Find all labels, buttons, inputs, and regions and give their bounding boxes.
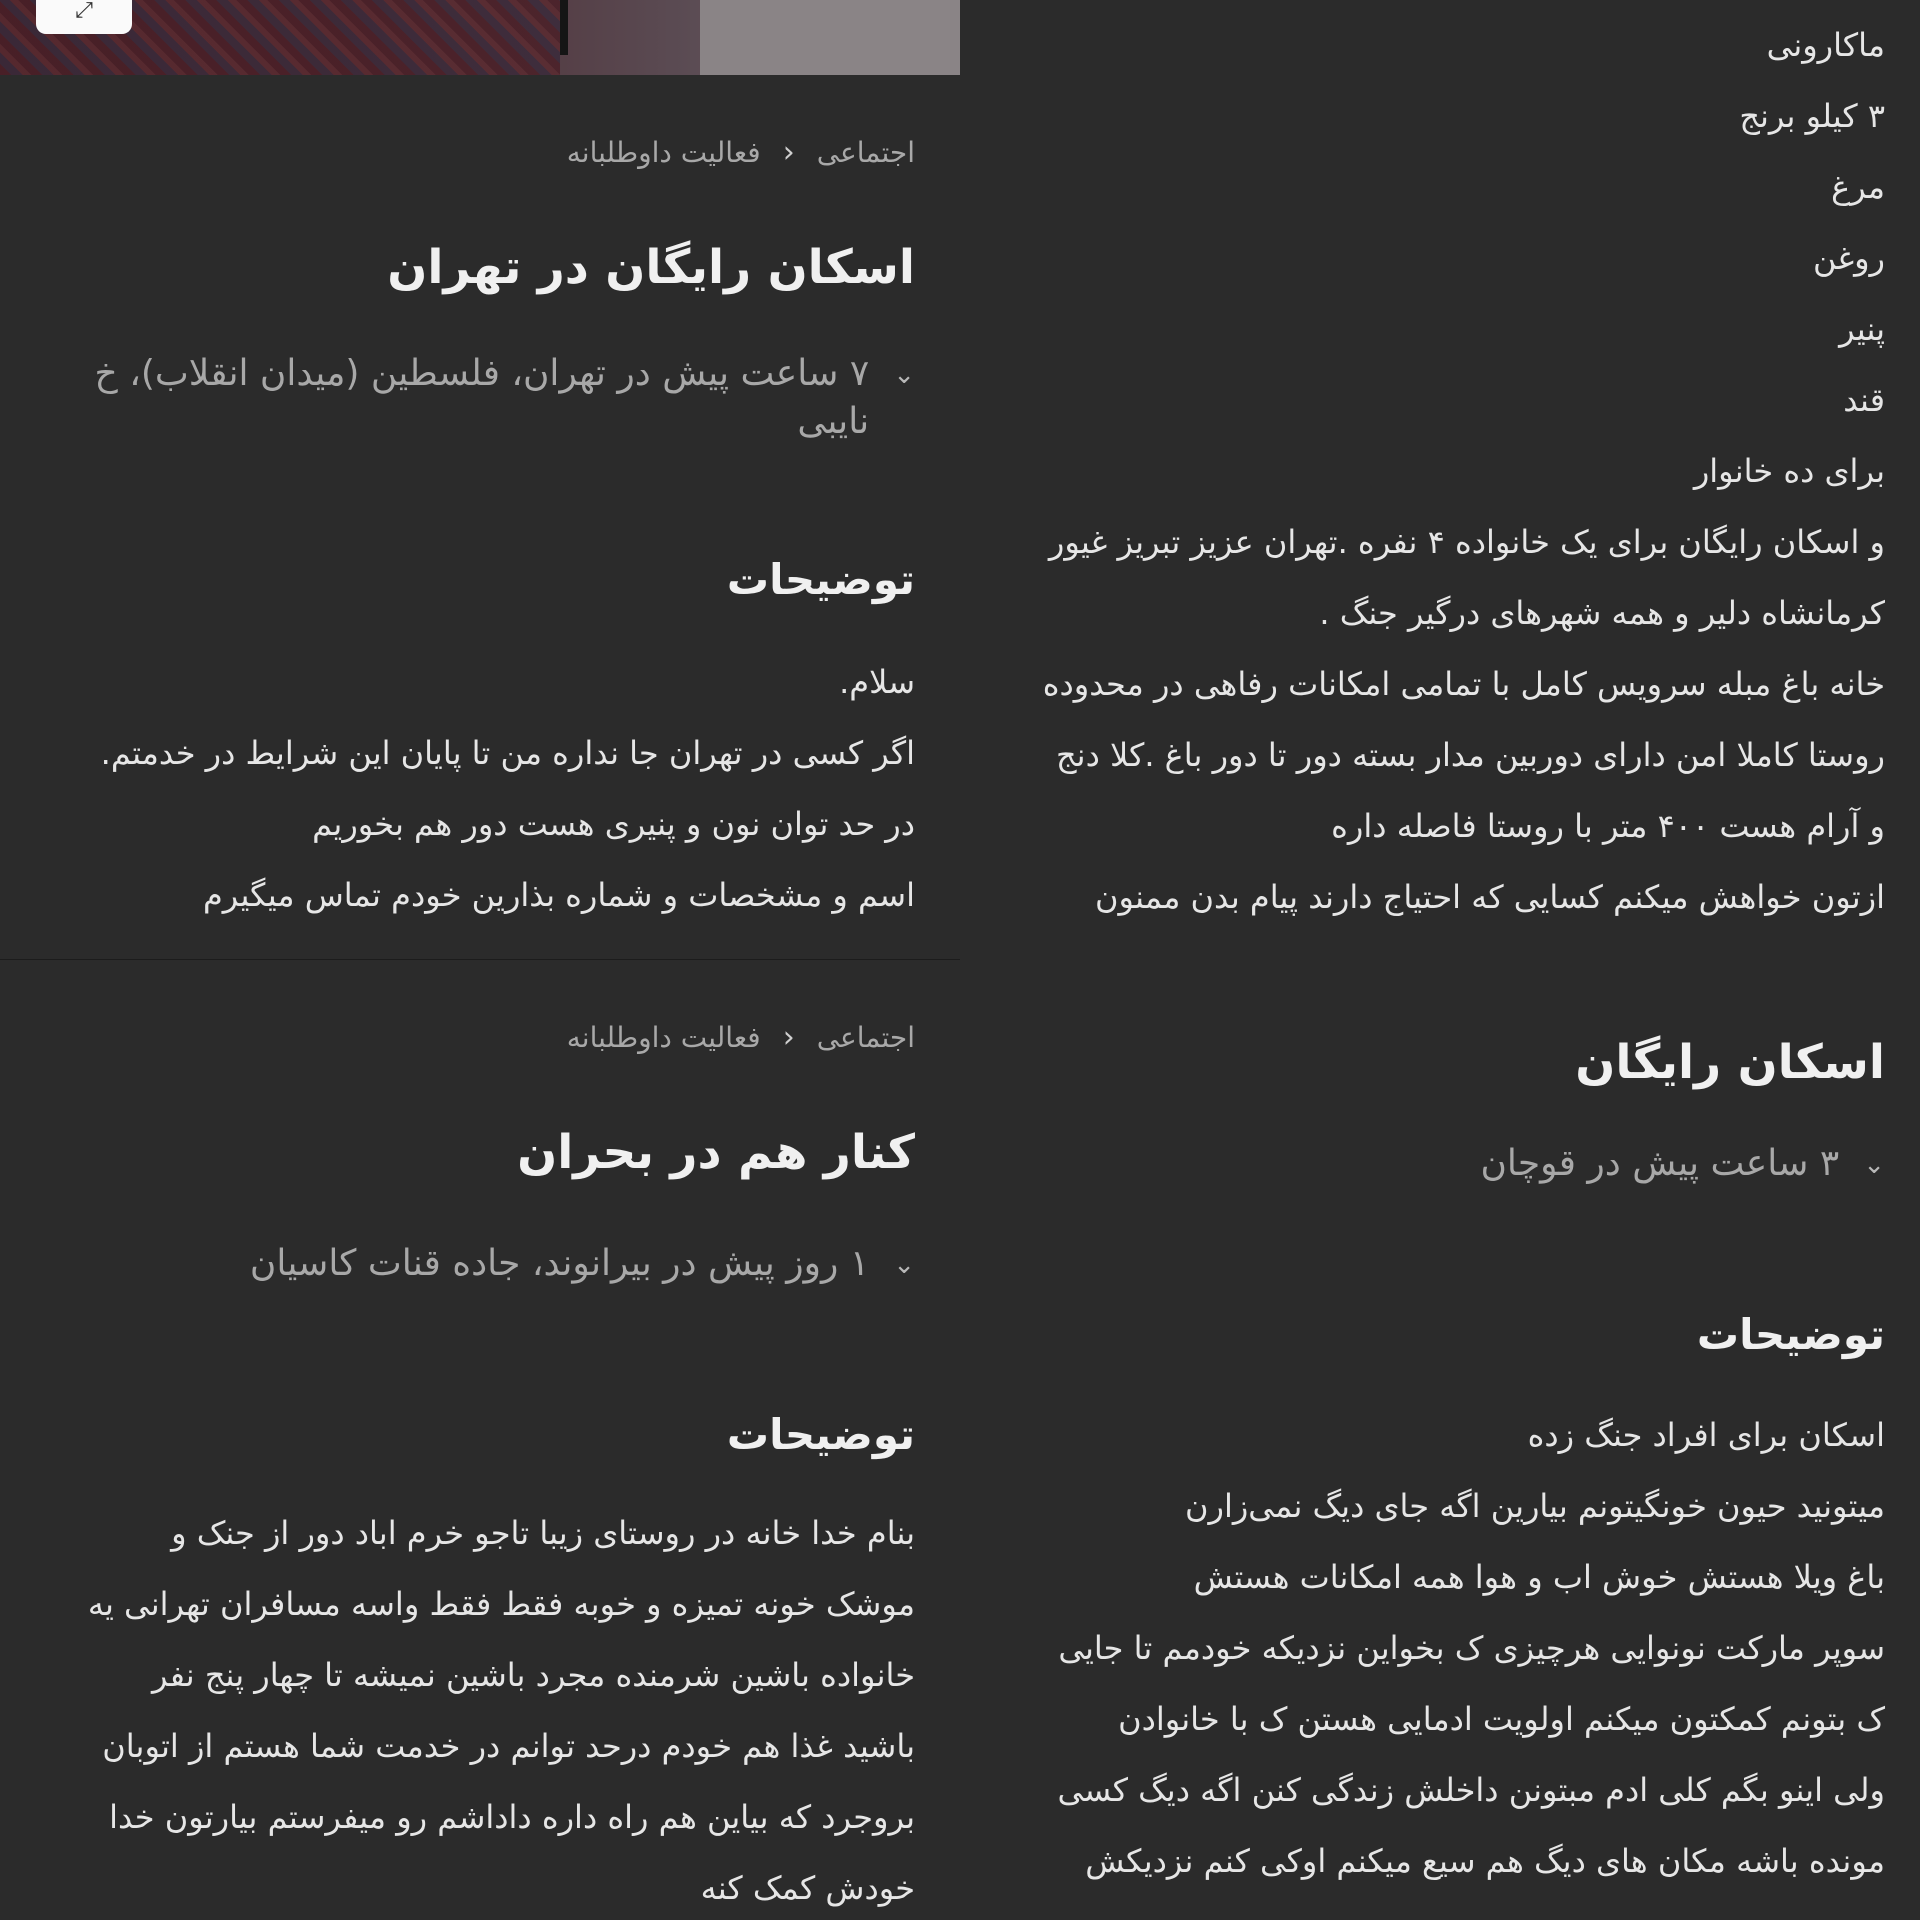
breadcrumb-child[interactable]: فعالیت داوطلبانه	[566, 1021, 761, 1054]
description-line: بنام خدا خانه در روستای زیبا تاجو خرم اباد دور از جنک و	[171, 1514, 915, 1552]
description-line: خودش کمک کنه	[700, 1869, 915, 1907]
expand-photo-button[interactable]	[36, 0, 132, 34]
description-line: برای ده خانوار	[1693, 452, 1885, 490]
description-body	[88, 1498, 915, 1920]
description-line: و اسکان رایگان برای یک خانواده ۴ نفره .تهران عزیز تبریز غیور	[1048, 523, 1885, 561]
description-line: کرمانشاه دلیر و همه شهرهای درگیر جنگ .	[1319, 594, 1885, 632]
listing-photo[interactable]	[0, 0, 960, 75]
listing-title: کنار هم در بحران	[517, 1125, 915, 1180]
breadcrumb	[567, 135, 915, 170]
breadcrumb-parent[interactable]: اجتماعی	[816, 1021, 915, 1054]
description-heading: توضیحات	[726, 555, 915, 604]
description-line: اسم و مشخصات و شماره بذارین خودم تماس میگیرم	[202, 876, 915, 914]
chevron-down-icon[interactable]: ⌄	[893, 1250, 915, 1280]
chevron-left-icon: ‹	[782, 135, 795, 170]
description-line: سوپر مارکت نونوایی هرچیزی ک بخواین نزدیکه خودمم تا جایی	[1058, 1629, 1885, 1667]
description-line: در حد توان نون و پنیری هست دور هم بخوریم	[312, 805, 915, 843]
description-body	[101, 647, 915, 931]
chevron-down-icon[interactable]: ⌄	[893, 360, 915, 390]
description-line: روستا کاملا امن دارای دوربین مدار بسته دور تا دور باغ .کلا دنج	[1056, 736, 1885, 774]
description-line: روغن	[1813, 239, 1885, 277]
listing-panel-free-housing-tehran	[0, 0, 960, 960]
breadcrumb-parent[interactable]: اجتماعی	[816, 136, 915, 169]
listing-time-location: ۱ روز پیش در بیرانوند، جاده قنات کاسیان	[249, 1243, 870, 1284]
listing-meta[interactable]	[45, 350, 915, 446]
description-line: اسکان برای افراد جنگ زده	[1527, 1416, 1885, 1454]
listing-title: اسکان رایگان	[1575, 1035, 1885, 1090]
description-line: ک بتونم کمکتون میکنم اولویت ادمایی هستن ک با خانوادن	[1118, 1700, 1885, 1738]
description-line: باشید غذا هم خودم درحد توانم در خدمت شما هستم از اتوبان	[102, 1727, 915, 1765]
description-line: موشک خونه تمیزه و خوبه فقط فقط واسه مسافران تهرانی یه	[87, 1585, 915, 1623]
description-line: و آرام هست ۴۰۰ متر با روستا فاصله داره	[1331, 807, 1885, 845]
description-line: قند	[1843, 381, 1885, 419]
description-body	[1043, 10, 1885, 933]
expand-icon: ⤢	[75, 0, 93, 23]
listing-meta[interactable]	[1480, 1140, 1885, 1188]
description-line: ماکارونی	[1766, 26, 1885, 64]
description-heading: توضیحات	[726, 1410, 915, 1459]
breadcrumb	[567, 1020, 915, 1055]
description-line: مونده باشه مکان های دیگ هم سیع میکنم اوکی کنم نزدیکش	[1085, 1842, 1885, 1880]
listing-meta[interactable]	[250, 1240, 915, 1288]
description-line: باغ ویلا هستش خوش اب و هوا همه امکانات هستش	[1193, 1558, 1885, 1596]
photo-table-leg	[560, 0, 568, 55]
photo-wall	[700, 0, 960, 75]
description-line: بروجرد که بیاین هم راه داره داداشم رو میفرستم بیارتون خدا	[109, 1798, 915, 1836]
description-line: میتونید حیون خونگیتونم بیارین اگه جای دیگ نمی‌زارن	[1184, 1487, 1885, 1525]
breadcrumb-child[interactable]: فعالیت داوطلبانه	[566, 136, 761, 169]
description-heading: توضیحات	[1696, 1310, 1885, 1359]
listing-panel-free-housing-quchan	[960, 960, 1920, 1920]
description-line: سلام.	[839, 663, 915, 701]
listing-time-location: ۷ ساعت پیش در تهران، فلسطین (میدان انقلاب)، خ نایبی	[94, 353, 870, 442]
description-line: خانواده باشین شرمنده مجرد باشین نمیشه تا چهار پنج نفر	[151, 1656, 915, 1694]
description-body	[1058, 1400, 1885, 1897]
description-line: پنیر	[1839, 310, 1885, 348]
description-line: ۳ کیلو برنج	[1739, 97, 1885, 135]
description-line: ولی اینو بگم کلی ادم مبتونن داخلش زندگی کنن اگه دیگ کسی	[1057, 1771, 1885, 1809]
listing-panel-description-continued	[960, 0, 1920, 960]
description-line: خانه باغ مبله سرویس کامل با تمامی امکانات رفاهی در محدوده	[1042, 665, 1885, 703]
description-line: مرغ	[1831, 168, 1885, 206]
description-line: اگر کسی در تهران جا نداره من تا پایان این شرایط در خدمتم.	[100, 734, 915, 772]
listing-title: اسکان رایگان در تهران	[387, 240, 915, 295]
chevron-left-icon: ‹	[782, 1020, 795, 1055]
listing-panel-together-in-crisis	[0, 960, 960, 1920]
listing-time-location: ۳ ساعت پیش در قوچان	[1480, 1143, 1840, 1184]
description-line: ازتون خواهش میکنم کسایی که احتیاج دارند پیام بدن ممنون	[1095, 878, 1885, 916]
chevron-down-icon[interactable]: ⌄	[1863, 1150, 1885, 1180]
